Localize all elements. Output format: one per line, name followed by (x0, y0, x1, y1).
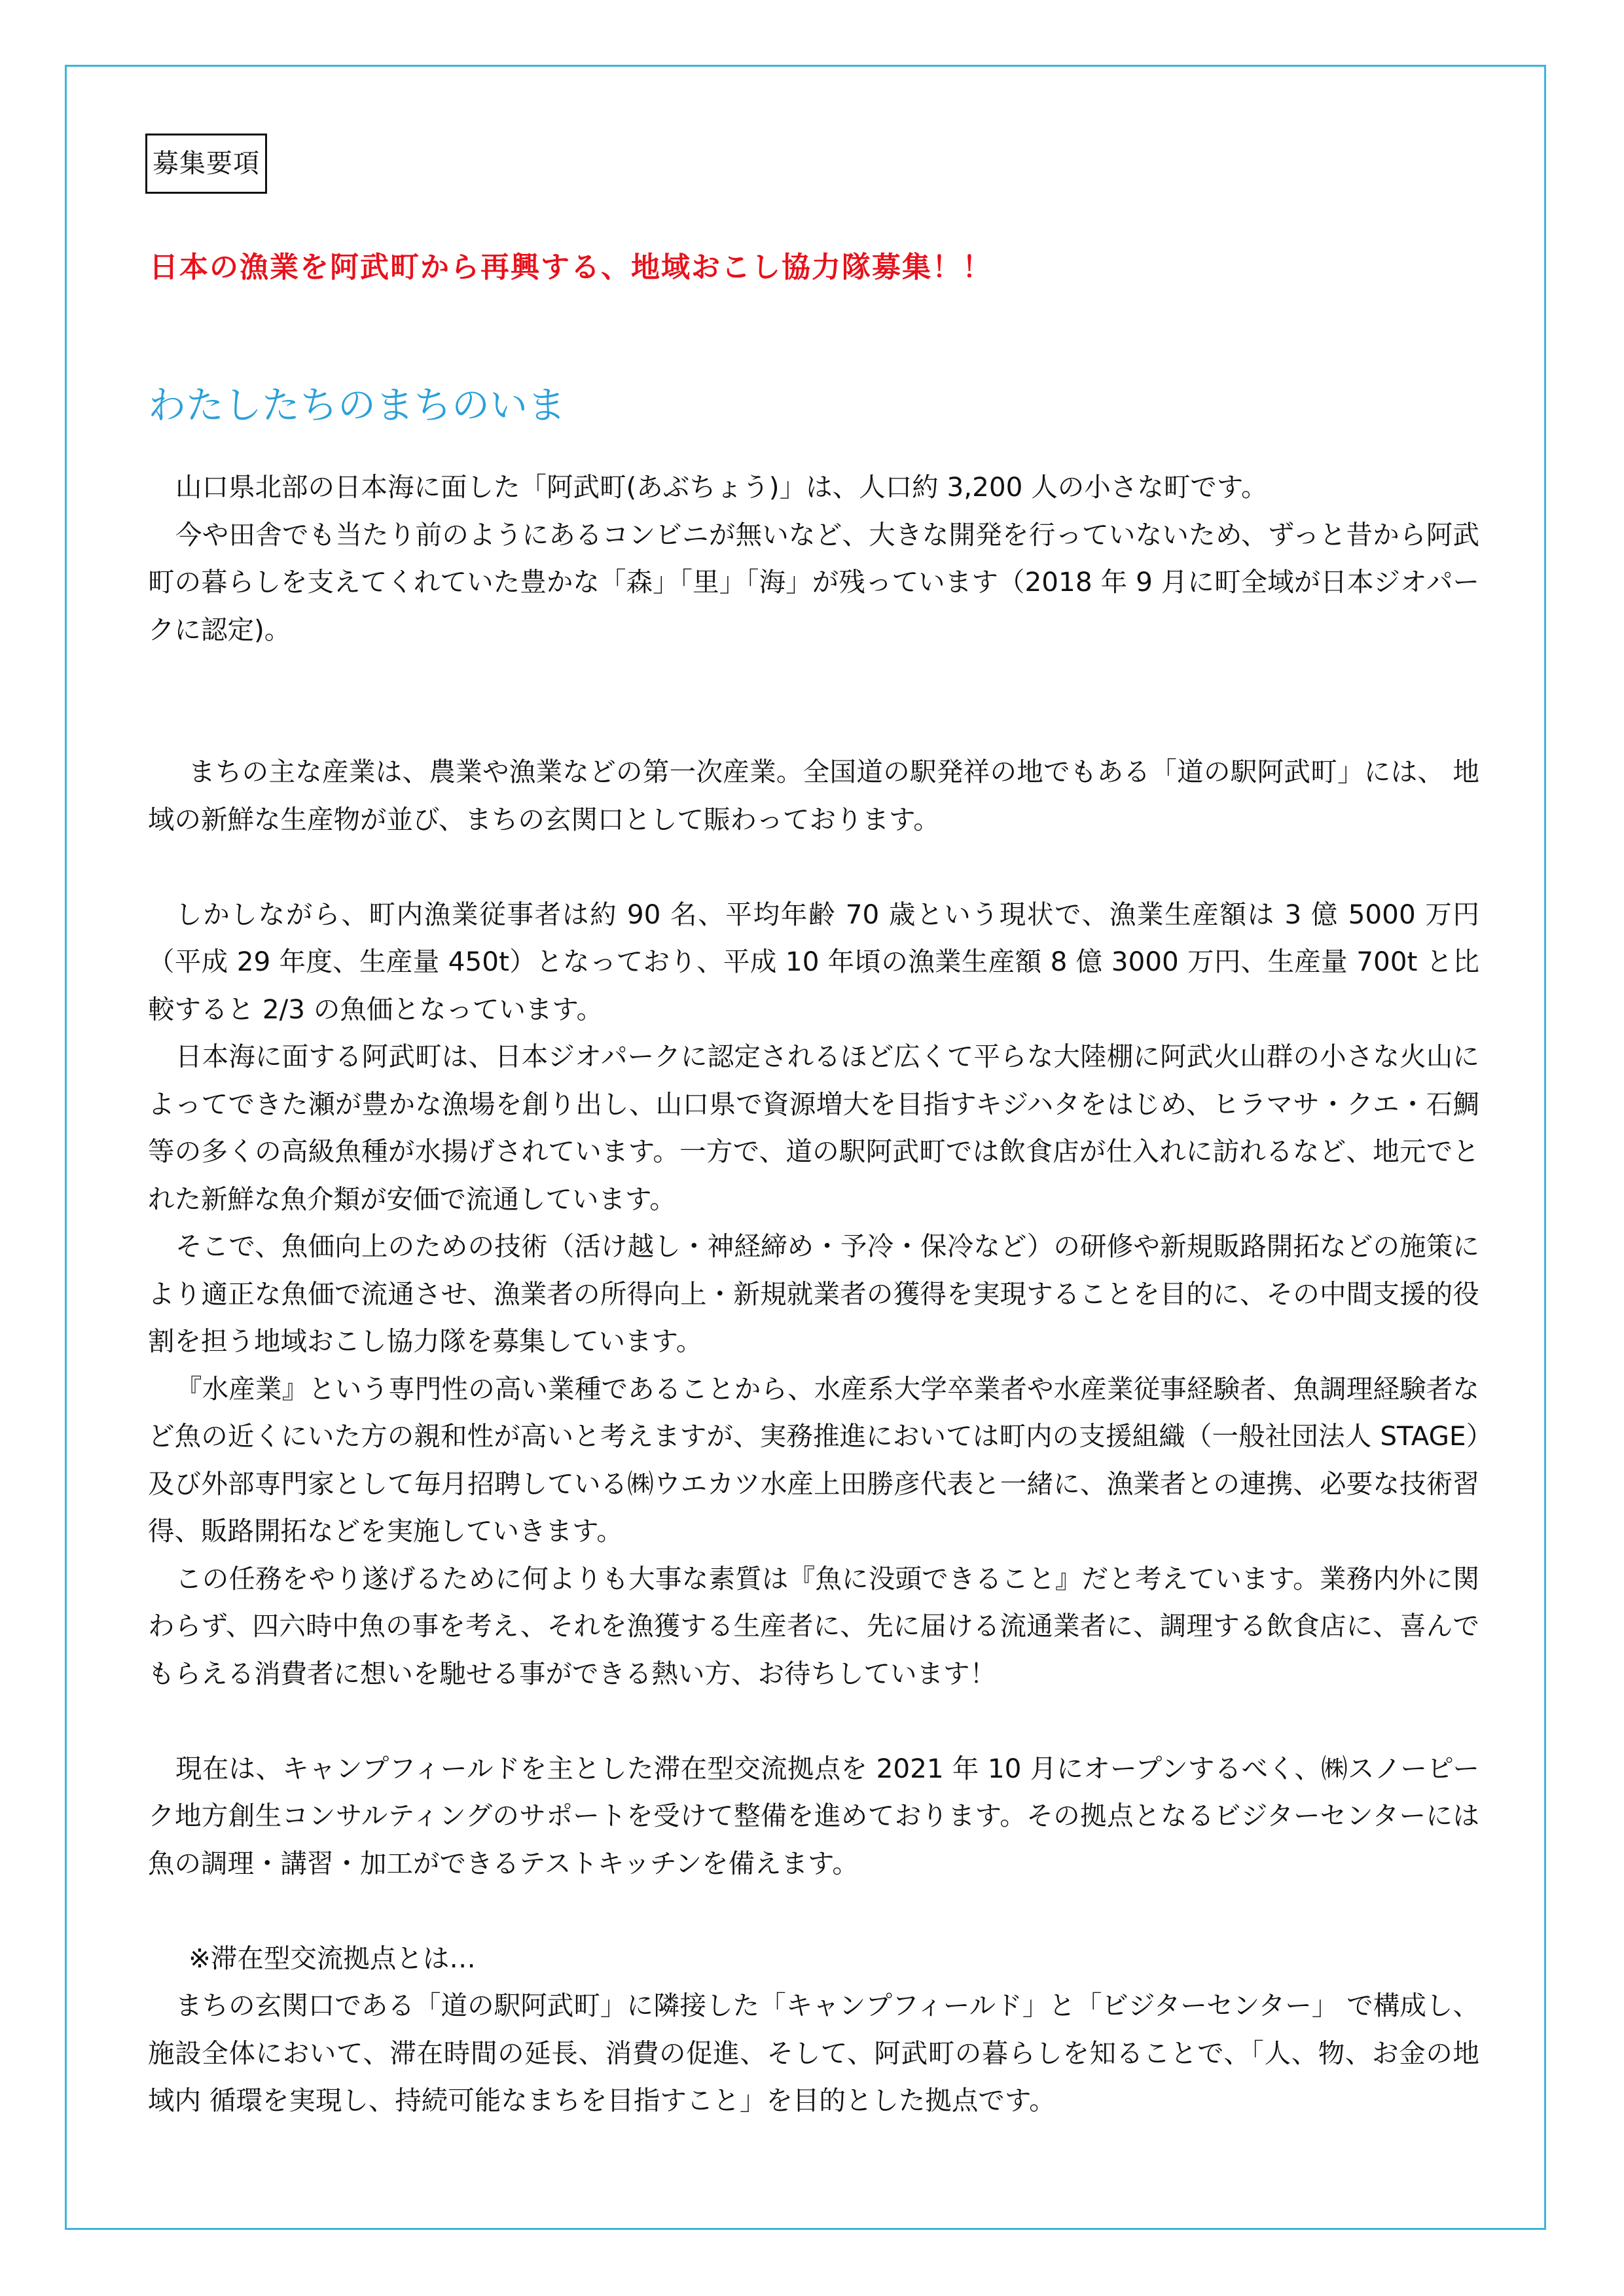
spacer (148, 1697, 1479, 1745)
paragraph-fishing-grounds: 日本海に面する阿武町は、日本ジオパークに認定されるほど広くて平らな大陸棚に阿武火山群の小さな火山によってできた瀬が豊かな漁場を創り出し、山口県で資源増大を目指すキジハタをはじめ、ヒラマサ・クエ・石鯛等の多くの高級魚種が水揚げされています。一方で、道の駅阿武町では飲食店が仕入れに訪れるなど、地元でとれた新鮮な魚介類が安価で流通しています。 (148, 1041, 1479, 1215)
paragraph-nature: 今や田舎でも当たり前のようにあるコンビニが無いなど、大きな開発を行っていないため、ずっと昔から阿武町の暮らしを支えてくれていた豊かな「森」「里」「海」が残っています（2018 年 9 月に町全域が日本ジオパークに認定)。 (148, 518, 1479, 645)
paragraph-intro: 山口県北部の日本海に面した「阿武町(あぶちょう)」は、人口約 3,200 人の小さな町です。 (175, 471, 1268, 503)
paragraph-note-body: まちの玄関口である「道の駅阿武町」に隣接した「キャンプフィールド」と「ビジターセンター」 で構成し、施設全体において、滞在時間の延長、消費の促進、そして、阿武町の暮らしを知ることで、「人、物、お金の地域内 循環を実現し、持続可能なまちを目指すこと」を目的とした拠点です。 (148, 1990, 1479, 2116)
paragraph-industry: まちの主な産業は、農業や漁業などの第一次産業。全国道の駅発祥の地でもある「道の駅阿武町」には、 地域の新鮮な生産物が並び、まちの玄関口として賑わっております。 (148, 756, 1479, 835)
spacer (148, 843, 1479, 891)
section-title: わたしたちのまちのいま (148, 383, 566, 427)
spacer (148, 701, 1479, 749)
recruitment-guidelines-label: 募集要項 (145, 134, 267, 194)
recruitment-headline: 日本の漁業を阿武町から再興する、地域おこし協力隊募集！！ (149, 251, 992, 284)
paragraph-support: 『水産業』という専門性の高い業種であることから、水産系大学卒業者や水産業従事経験者、魚調理経験者など魚の近くにいた方の親和性が高いと考えますが、実務推進においては町内の支援組織（一般社団法人 STAGE）及び外部専門家として毎月招聘している㈱ウエカツ水産上田勝彦代表と一緒に、漁業者との連携、必要な技術習得、販路開拓などを実施していきます。 (148, 1372, 1479, 1547)
paragraph-qualities: この任務をやり遂げるために何よりも大事な素質は『魚に没頭できること』だと考えています。業務内外に関わらず、四六時中魚の事を考え、それを漁獲する生産者に、先に届ける流通業者に、調理する飲食店に、喜んでもらえる消費者に想いを馳せる事ができる熱い方、お待ちしています！ (148, 1562, 1479, 1689)
paragraph-base-facility: 現在は、キャンプフィールドを主とした滞在型交流拠点を 2021 年 10 月にオープンするべく、㈱スノーピーク地方創生コンサルティングのサポートを受けて整備を進めております。その拠点となるビジターセンターには魚の調理・講習・加工ができるテストキッチンを備えます。 (148, 1752, 1479, 1879)
body-text (148, 463, 1479, 2125)
paragraph-note-heading: ※滞在型交流拠点とは… (189, 1942, 476, 1974)
spacer (148, 1887, 1479, 1935)
spacer (148, 653, 1479, 701)
paragraph-fishery-status: しかしながら、町内漁業従事者は約 90 名、平均年齢 70 歳という現状で、漁業生産額は 3 億 5000 万円（平成 29 年度、生産量 450t）となっており、平成 10 年頃の漁業生産額 8 億 3000 万円、生産量 700t と比較すると 2/3 の魚価となっています。 (148, 898, 1479, 1025)
paragraph-mission: そこで、魚価向上のための技術（活け越し・神経締め・予冷・保冷など）の研修や新規販路開拓などの施策により適正な魚価で流通させ、漁業者の所得向上・新規就業者の獲得を実現することを目的に、その中間支援的役割を担う地域おこし協力隊を募集しています。 (148, 1230, 1480, 1357)
